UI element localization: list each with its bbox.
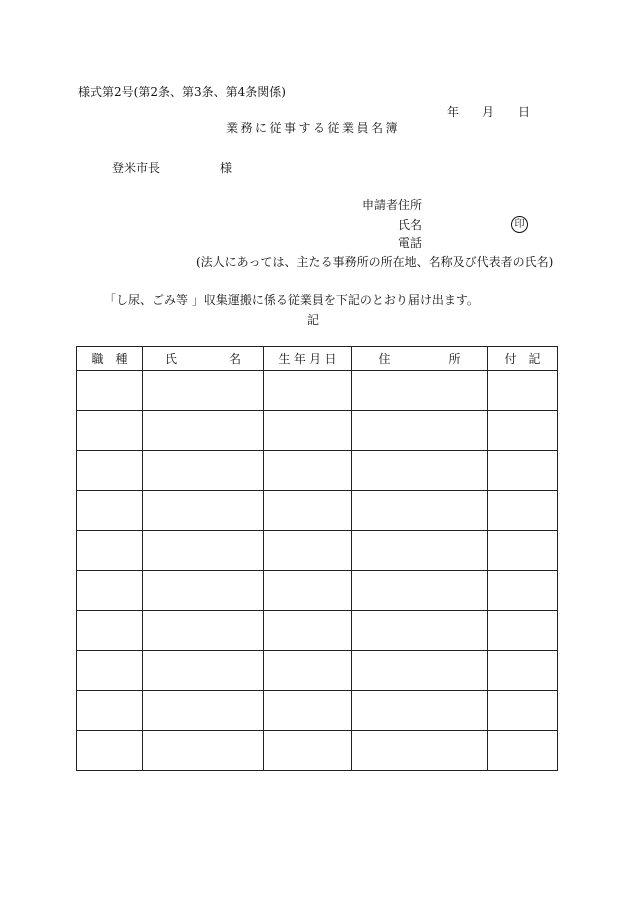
table-row (77, 651, 558, 691)
header-char: 年 (293, 352, 306, 366)
table-cell[interactable] (352, 491, 488, 531)
table-cell[interactable] (488, 411, 558, 451)
table-cell[interactable] (264, 451, 352, 491)
header-char: 種 (115, 352, 128, 366)
addressee-honorific: 様 (220, 161, 233, 175)
statement: 「し尿、ごみ等 」収集運搬に係る従業員を下記のとおり届け出ます。 (104, 293, 479, 307)
table-cell[interactable] (352, 531, 488, 571)
table-row (77, 371, 558, 411)
table-cell[interactable] (488, 611, 558, 651)
table-cell[interactable] (264, 371, 352, 411)
table-cell[interactable] (77, 371, 143, 411)
header-char: 記 (528, 352, 541, 366)
table-cell[interactable] (143, 411, 264, 451)
table-row (77, 731, 558, 771)
document-title: 業務に従事する従業員名簿 (226, 121, 401, 135)
header-char: 住 (378, 352, 391, 366)
table-cell[interactable] (264, 651, 352, 691)
table-row (77, 451, 558, 491)
applicant-phone-label: 電話 (398, 236, 423, 250)
table-cell[interactable] (264, 411, 352, 451)
form-number: 様式第2号(第2条、第3条、第4条関係) (78, 85, 286, 99)
addressee-name: 登米市長 (112, 161, 161, 175)
table-cell[interactable] (143, 731, 264, 771)
seal-mark: 印 (511, 216, 528, 233)
header-char: 日 (324, 352, 337, 366)
table-cell[interactable] (352, 571, 488, 611)
table-row (77, 491, 558, 531)
table-cell[interactable] (143, 611, 264, 651)
header-char: 月 (309, 352, 322, 366)
table-row (77, 611, 558, 651)
table-cell[interactable] (264, 731, 352, 771)
table-cell[interactable] (488, 371, 558, 411)
addressee (112, 161, 233, 175)
table-cell[interactable] (77, 451, 143, 491)
table-cell[interactable] (488, 731, 558, 771)
table-cell[interactable] (352, 411, 488, 451)
table-cell[interactable] (352, 651, 488, 691)
table-cell[interactable] (143, 491, 264, 531)
table-cell[interactable] (264, 571, 352, 611)
table-cell[interactable] (77, 531, 143, 571)
header-char: 所 (448, 352, 461, 366)
table-cell[interactable] (143, 651, 264, 691)
table-cell[interactable] (143, 531, 264, 571)
date-year-label: 年 (447, 105, 460, 119)
header-birthdate (264, 347, 352, 371)
table-cell[interactable] (77, 491, 143, 531)
header-char: 氏 (165, 352, 178, 366)
table-cell[interactable] (77, 571, 143, 611)
date-day-label: 日 (518, 105, 531, 119)
header-occupation (77, 347, 143, 371)
table-row (77, 531, 558, 571)
header-char: 職 (91, 352, 104, 366)
table-cell[interactable] (77, 731, 143, 771)
table-cell[interactable] (264, 691, 352, 731)
table-header-row (77, 347, 558, 371)
table-cell[interactable] (143, 571, 264, 611)
table-cell[interactable] (488, 651, 558, 691)
table-row (77, 691, 558, 731)
header-char: 名 (228, 352, 241, 366)
table-cell[interactable] (488, 491, 558, 531)
table-row (77, 571, 558, 611)
table-cell[interactable] (77, 611, 143, 651)
header-name (143, 347, 264, 371)
table-cell[interactable] (488, 531, 558, 571)
table-cell[interactable] (488, 571, 558, 611)
table-row (77, 411, 558, 451)
table-cell[interactable] (352, 731, 488, 771)
table-cell[interactable] (488, 691, 558, 731)
corporate-note: (法人にあっては、主たる事務所の所在地、名称及び代表者の氏名) (196, 255, 554, 269)
header-char: 生 (278, 352, 291, 366)
table-cell[interactable] (264, 491, 352, 531)
table-cell[interactable] (77, 411, 143, 451)
header-remarks (488, 347, 558, 371)
date-month-label: 月 (482, 105, 495, 119)
table-cell[interactable] (264, 531, 352, 571)
table-cell[interactable] (77, 691, 143, 731)
header-char: 付 (504, 352, 517, 366)
table-cell[interactable] (264, 611, 352, 651)
table-cell[interactable] (352, 451, 488, 491)
table-cell[interactable] (143, 691, 264, 731)
table-cell[interactable] (352, 371, 488, 411)
table-cell[interactable] (352, 691, 488, 731)
employee-roster-table (76, 346, 558, 771)
table-cell[interactable] (352, 611, 488, 651)
record-label: 記 (307, 313, 320, 327)
applicant-address-label: 申請者住所 (362, 198, 423, 212)
table-cell[interactable] (77, 651, 143, 691)
table-cell[interactable] (488, 451, 558, 491)
table-cell[interactable] (143, 451, 264, 491)
table-cell[interactable] (143, 371, 264, 411)
applicant-name-label: 氏名 (398, 218, 423, 232)
header-address (352, 347, 488, 371)
